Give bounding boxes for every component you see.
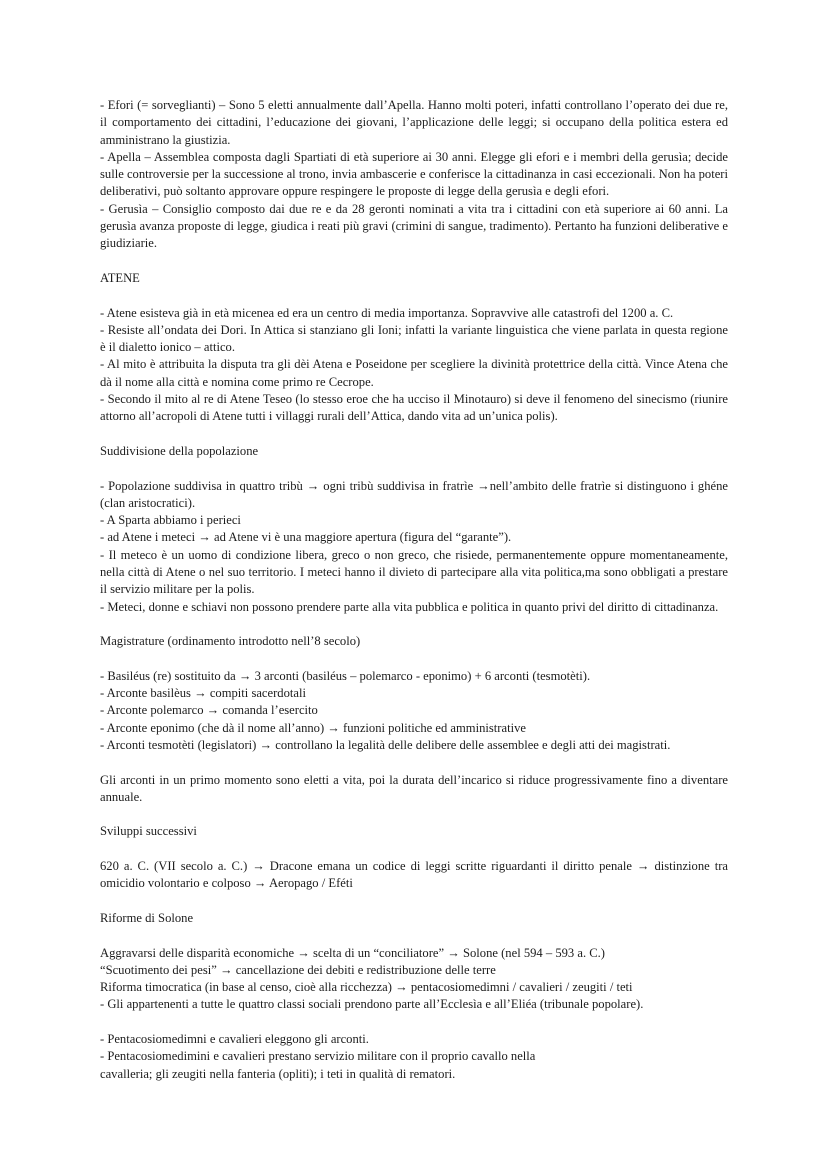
- magistrature-item: - Arconte polemarco → comanda l’esercito: [100, 703, 318, 718]
- atene-item: - Secondo il mito al re di Atene Teseo (lo stesso eroe che ha ucciso il Minotauro) si deve il fenomeno del sinecismo (riunire attorno all’acropoli di Atene tutti i villaggi rurali dell’Attica, dando vita ad un’unica polis).: [100, 392, 728, 424]
- atene-item: - Resiste all’ondata dei Dori. In Attica si stanziano gli Ioni; infatti la variante linguistica che viene parlata in questa regione è il dialetto ionico – attico.: [100, 322, 728, 355]
- gerusia-paragraph: - Gerusìa – Consiglio composto dai due re e da 28 geronti nominati a vita tra i cittadini con età superiore ai 60 anni. La gerusìa avanza proposte di legge, giudica i reati più gravi (crimini di sangue, tradimento). Pertanto ha funzioni deliberative e giudiziarie.: [100, 201, 728, 251]
- popolazione-item: - ad Atene i meteci → ad Atene vi è una maggiore apertura (figura del “garante”).: [100, 530, 512, 545]
- sviluppi-paragraph: 620 a. C. (VII secolo a. C.) → Dracone emana un codice di leggi scritte riguardanti il diritto penale → distinzione tra omicidio volontario e colposo → Aeropago / Eféti: [100, 859, 728, 891]
- final-item: - Pentacosiomedimini e cavalieri prestano servizio militare con il proprio cavallo nella: [100, 1049, 536, 1064]
- magistrature-item: - Basiléus (re) sostituito da → 3 arconti (basiléus – polemarco - eponimo) + 6 arconti (tesmotèti).: [100, 668, 591, 683]
- section-heading-atene: ATENE: [100, 270, 140, 285]
- solone-item: “Scuotimento dei pesi” → cancellazione dei debiti e redistribuzione delle terre: [100, 962, 496, 977]
- section-heading-sviluppi: Sviluppi successivi: [100, 824, 197, 839]
- solone-item: Riforma timocratica (in base al censo, cioè alla ricchezza) → pentacosiomedimni / cavalieri / zeugiti / teti: [100, 980, 633, 995]
- popolazione-item: - Popolazione suddivisa in quattro tribù → ogni tribù suddivisa in fratrìe →nell’ambito delle fratrìe si distinguono i ghéne (clan aristocratici).: [100, 478, 728, 510]
- arconti-paragraph: Gli arconti in un primo momento sono eletti a vita, poi la durata dell’incarico si riduce progressivamente fino a diventare annuale.: [100, 772, 728, 804]
- document-page: [100, 97, 728, 1083]
- apella-paragraph: - Apella – Assemblea composta dagli Spartiati di età superiore ai 30 anni. Elegge gli efori e i membri della gerusìa; decide sulle controversie per la successione al trono, invia ambascerie e conferisce la cittadinanza in casi eccezionali. Non ha poteri deliberativi, può soltanto approvare oppure respingere le proposte di legge della gerusìa e degli efori.: [100, 149, 728, 199]
- solone-item: - Gli appartenenti a tutte le quattro classi sociali prendono parte all’Ecclesìa e all’Eliéa (tribunale popolare).: [100, 997, 644, 1012]
- section-heading-magistrature: Magistrature (ordinamento introdotto nell’8 secolo): [100, 634, 361, 649]
- popolazione-item: - A Sparta abbiamo i perieci: [100, 513, 241, 528]
- section-heading-popolazione: Suddivisione della popolazione: [100, 443, 259, 458]
- atene-item: - Atene esisteva già in età micenea ed era un centro di media importanza. Sopravvive alle catastrofi del 1200 a. C.: [100, 305, 674, 320]
- atene-item: - Al mito è attribuita la disputa tra gli dèi Atena e Poseidone per scegliere la divinità protettrice della città. Vince Atena che dà il nome alla città e nomina come primo re Cecrope.: [100, 357, 728, 389]
- final-item: - Pentacosiomedimni e cavalieri eleggono gli arconti.: [100, 1032, 369, 1047]
- solone-item: Aggravarsi delle disparità economiche → scelta di un “conciliatore” → Solone (nel 594 – 593 a. C.): [100, 945, 605, 960]
- popolazione-item: - Meteci, donne e schiavi non possono prendere parte alla vita pubblica e politica in quanto privi del diritto di cittadinanza.: [100, 599, 719, 614]
- magistrature-item: - Arconte eponimo (che dà il nome all’anno) → funzioni politiche ed amministrative: [100, 720, 526, 735]
- magistrature-item: - Arconti tesmotèti (legislatori) → controllano la legalità delle delibere delle assemblee e degli atti dei magistrati.: [100, 737, 671, 752]
- efori-paragraph: - Efori (= sorveglianti) – Sono 5 eletti annualmente dall’Apella. Hanno molti poteri, infatti controllano l’operato dei due re, il comportamento dei cittadini, l’educazione dei giovani, l’applicazione delle leggi; si occupano della politica estera ed amministrano la giustizia.: [100, 98, 728, 147]
- magistrature-item: - Arconte basilèus → compiti sacerdotali: [100, 686, 306, 701]
- popolazione-item: - Il meteco è un uomo di condizione libera, greco o non greco, che risiede, permanentemente oppure momentaneamente, nella città di Atene o nel suo territorio. I meteci hanno il divieto di partecipare alla vita politica,ma sono obbligati a prestare il servizio militare per la polis.: [100, 547, 728, 597]
- section-heading-solone: Riforme di Solone: [100, 910, 194, 925]
- final-item: cavalleria; gli zeugiti nella fanteria (opliti); i teti in qualità di rematori.: [100, 1066, 456, 1081]
